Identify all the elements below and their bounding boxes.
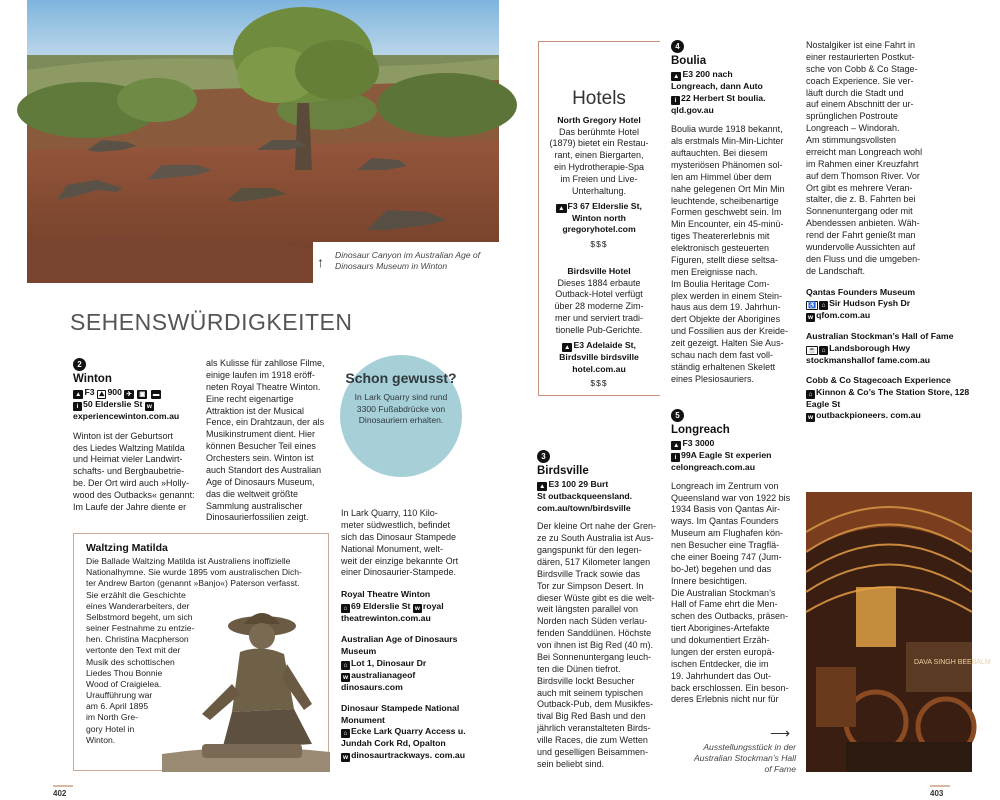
entry-title: Longreach xyxy=(671,424,730,436)
entry-meta: ▲ F3 ⛰ 900 ✈ ▣ ▬ i 50 Elderslie St w experiencewinton.com.au xyxy=(73,387,180,422)
photo-top-caption: Dinosaur Canyon im Australian Age of Dinosaurs Museum in Winton xyxy=(313,242,499,284)
page-number-rule xyxy=(930,785,950,787)
photo-right-caption: Ausstellungsstück in der Australian Stockman’s Hall of Fame xyxy=(693,742,796,774)
listing-dinosaur-museum: Australian Age of Dinosaurs Museum ⌂ Lot 1, Dinosaur Dr w australianageof dinosaurs.com xyxy=(341,634,458,692)
winton-entry xyxy=(73,358,198,514)
waltzing-matilda-box xyxy=(73,533,329,771)
section-title: SEHENSWÜRDIGKEITEN xyxy=(70,309,353,335)
birdsville-body: Der kleine Ort nahe der Gren- ze zu South Australia ist Aus- gangspunkt für den legen- dären, 517 Kilometer langen Birdsville Track sowie das Tor zur Simpson Desert. In dieser Wüste gibt es die welt- weit längsten parallel von Norden nach Süden verlau- fenden Sanddünen. Höchste von ihnen ist Big Red (40 m). Bei Sonnenuntergang leuch- ten die Dünen tiefrot. Birdsville lockt Besucher auch mit seinem typischen Outback-Pub, dem Musikfes- tival Big Red Bash und den jährlich veranstalteten Birds- ville Races, die zum Wetten und geselligen Beisammen- sein beliebt sind. xyxy=(537,521,657,769)
did-you-know-bubble xyxy=(340,355,462,477)
accessibility-icon: ♿ xyxy=(808,302,817,310)
hotel-birdsville: Birdsville Hotel Dieses 1884 erbaute Outback-Hotel verfügt über 28 moderne Zim- mer und serviert tradi- tionelle Pub-Gerichte. ▲ E3 Adelaide St, Birdsville birdsville hotel.com.au $$$ xyxy=(542,266,656,389)
birdsville-entry xyxy=(537,450,663,771)
location-icon: ⌂ xyxy=(341,604,350,613)
map-ref-icon: ▲ xyxy=(673,442,680,450)
matilda-text: Die Ballade Waltzing Matilda ist Australiens inoffizielle Nationalhymne. Sie wurde 1895 vom australischen Dich- ter Andrew Barton (genannt »Banjo«) Paterson verfasst. Sie erzählt die Geschichte eines Wanderarbeiters, der Selbstmord begeht, um sich seiner Festnahme zu entzie- hen. Christina Macpherson vertonte den Text mit der Musik des schottischen Liedes Thou Bonnie Wood of Craigielea. Uraufführung war am 6. April 1895 im North Gre- gory Hotel in Winton. xyxy=(86,556,302,745)
map-ref-icon: ▲ xyxy=(673,73,680,81)
exhibit-sign: DAVA SINGH BEEBALM xyxy=(914,659,991,666)
boulia-entry xyxy=(671,40,797,386)
entry-number: 5 xyxy=(671,409,684,422)
winton-body: Winton ist der Geburtsort des Liedes Waltzing Matilda und Heimat vieler Landwirt- schafts- und Bergbaubetrie- be. Der Ort wird auch »Holly- wood des Outbacks« genannt: Im Laufe der Jahre diente er xyxy=(73,430,195,512)
population-icon: ⛰ xyxy=(99,391,105,399)
location-icon: ⌂ xyxy=(806,390,815,399)
bubble-title: Schon gewusst? xyxy=(345,370,457,386)
listing-cobb-co: Cobb & Co Stagecoach Experience ⌂ Kinnon & Co’s The Station Store, 128 Eagle St w outbackpioneers. com.au xyxy=(806,375,970,422)
winton-website[interactable]: experiencewinton.com.au xyxy=(73,411,180,422)
map-ref-icon: ▲ xyxy=(539,483,546,491)
price-category: $$$ xyxy=(590,238,608,249)
listing-royal-theatre: Royal Theatre Winton ⌂ 69 Elderslie St w royal theatrewinton.com.au xyxy=(341,589,444,623)
hotel-north-gregory: North Gregory Hotel Das berühmte Hotel (1879) bietet ein Restau- rant, einen Biergarten, ein Hydrotherapie-Spa im Freien und Live- Unterhaltung. ▲ F3 67 Elderslie St, Winton north gregoryhotel.com $$$ xyxy=(542,115,656,250)
web-icon: w xyxy=(146,403,152,411)
location-icon: ⌂ xyxy=(819,301,828,310)
web-icon: w xyxy=(808,414,814,422)
web-icon: w xyxy=(343,753,349,761)
train-icon: ▣ xyxy=(139,391,146,399)
cafe-icon: ☕ xyxy=(808,346,817,354)
longreach-body: Longreach im Zentrum von Queensland war von 1922 bis 1934 Basis von Qantas Air- ways. Im Qantas Founders Museum am Flughafen kön- nen Besucher eine Tragflä- che einer Boeing 747 (Jum- bo-Jet) begehen und das Innere besichtigen. Die Australian Stockman’s Hall of Fame ehrt die Men- schen des Outbacks, präsen- tiert Aborigines-Artefakte und dokumentiert Erzäh- lungen der ersten europä- ischen Entdecker, die im 19. Jahrhundert das Out- back erschlossen. Ein beson- deres Erlebnis nicht nur für xyxy=(671,480,791,705)
dinosaur-canyon-photo xyxy=(27,0,499,283)
map-ref-icon: ▲ xyxy=(564,343,571,351)
map-ref-icon: ▲ xyxy=(75,391,82,399)
entry-number: 3 xyxy=(537,450,550,463)
matilda-title: Waltzing Matilda xyxy=(86,542,168,554)
longreach-entry xyxy=(671,409,797,706)
entry-title: Birdsville xyxy=(537,465,589,477)
web-icon: w xyxy=(343,673,349,681)
page-number-right: 403 xyxy=(930,789,944,798)
location-icon: ⌂ xyxy=(341,661,350,670)
web-icon: w xyxy=(414,604,420,612)
entry-number: 2 xyxy=(73,358,86,371)
page-number-left: 402 xyxy=(53,789,67,798)
entry-meta: ▲ E3 100 29 Burt St outbackqueensland. com.au/town/birdsville xyxy=(537,479,633,513)
page-number-rule xyxy=(53,785,73,787)
longreach-continued: Nostalgiker ist eine Fahrt in einer restaurierten Postkut- sche von Cobb & Co Stage- coach Experience. Sie ver- läuft durch die Stadt und auf einem Abschnitt der ur- sprünglichen Postroute Longreach – Windorah. Am stimmungsvollsten erreicht man Longreach wohl im Rahmen einer Kreuzfahrt auf dem Thomson River. Vor Ort gibt es mehrere Veran- stalter, die z. B. Fahrten bei Sonnenuntergang oder mit Abendessen anbieten. Wäh- rend der Fahrt genießt man wundervolle Aussichten auf den Fluss und die umgeben- de Landschaft. Qantas Founders Museum ♿ ⌂ Sir Hudson Fysh Dr w qfom.com.au Australian Stockman’s Hall of Fame ☕ ⌂ Landsborough Hwy stockmanshallof fame.com.au Cobb & Co Stagecoach Experience ⌂ Kinnon & Co’s The Station Store, 128 Eagle St w outbackpioneers. com.au xyxy=(806,40,974,422)
exhibit-illustration xyxy=(806,492,991,772)
lark-quarry-entry: In Lark Quarry, 110 Kilo- meter südwestlich, befindet sich das Dinosaur Stampede National Monument, welt- weit der einzige bekannte Ort einer Dinosaurier-Stampede. Royal Theatre Winton ⌂ 69 Elderslie St w royal theatrewinton.com.au Australian Age of Dinosaurs Museum ⌂ Lot 1, Dinosaur Dr w australianageof dinosaurs.com Dinosaur Stampede National Monument ⌂ Ecke Lark Quarry Access u. Jundah Cork Rd, Opalton w dinosaurtrackways. com.au xyxy=(341,508,466,761)
price-category: $$$ xyxy=(590,378,608,389)
dinosaur-canyon-illustration xyxy=(27,0,499,283)
listing-stockmans-hall: Australian Stockman’s Hall of Fame ☕ ⌂ Landsborough Hwy stockmanshallof fame.com.au xyxy=(806,331,954,365)
boulia-body: Boulia wurde 1918 bekannt, als erstmals Min-Min-Lichter auftauchten. Bei diesem mysteriösen Phänomen sol- len am Himmel über dem nahe gelegenen Ort Min Min leuchtende, scheibenartige Formen geschwebt sein. Im Min Encounter, ein 45-minü- tiges Theatererlebnis mit elektronisch gesteuerten Figuren, stellt diese seltsa- men Ereignisse nach. Im Boulia Heritage Com- plex werden in einem Stein- haus aus dem 19. Jahrhun- dert Objekte der Aborigines und Fossilien aus der Kreide- zeit gezeigt. Halten Sie Aus- schau nach dem fast voll- ständig erhaltenen Skelett eines Plesiosauriers. xyxy=(671,124,789,384)
stockmans-hall-photo xyxy=(806,492,991,772)
info-icon: i xyxy=(671,453,680,462)
arrow-up-icon: ↑ xyxy=(317,254,324,270)
info-icon: i xyxy=(671,96,680,105)
swagman-statue-illustration xyxy=(162,594,330,772)
bubble-text: In Lark Quarry sind rund 3300 Fußabdrücke von Dinosauriern erhalten. xyxy=(354,392,448,425)
plane-icon: ✈ xyxy=(126,391,132,399)
entry-title: Boulia xyxy=(671,55,707,67)
entry-meta: ▲ E3 200 nach Longreach, dann Auto i 22 Herbert St boulia. qld.gov.au xyxy=(671,69,766,115)
map-ref-icon: ▲ xyxy=(558,204,565,212)
listing-qantas-museum: Qantas Founders Museum ♿ ⌂ Sir Hudson Fysh Dr w qfom.com.au xyxy=(806,286,916,322)
web-icon: w xyxy=(808,314,814,322)
bus-icon: ▬ xyxy=(152,391,160,399)
location-icon: ⌂ xyxy=(341,729,350,738)
location-icon: ⌂ xyxy=(819,346,828,355)
hotels-title: Hotels xyxy=(572,88,626,109)
arrow-right-icon: ⟶ xyxy=(770,725,791,741)
winton-continued: als Kulisse für zahllose Filme, einige laufen im 1918 eröff- neten Royal Theatre Winton. Eine recht eigenartige Attraktion ist der Musical Fence, ein Drahtzaun, der als Musikinstrument dient. Hier können Besucher Teil eines Orchesters sein. Winton ist auch Standort des Australian Age of Dinosaurs Museum, das die weltweit größte Sammlung australischer Dinosaurierfossilien zeigt. xyxy=(206,358,325,523)
info-icon: i xyxy=(73,402,82,411)
hotel-website[interactable]: Winton north xyxy=(572,212,626,223)
entry-meta: ▲ F3 3000 i 99A Eagle St experien celongreach.com.au xyxy=(671,438,772,473)
listing-stampede-monument: Dinosaur Stampede National Monument ⌂ Ecke Lark Quarry Access u. Jundah Cork Rd, Opalton w dinosaurtrackways. com.au xyxy=(341,703,466,761)
entry-number: 4 xyxy=(671,40,684,53)
entry-title: Winton xyxy=(73,373,112,385)
